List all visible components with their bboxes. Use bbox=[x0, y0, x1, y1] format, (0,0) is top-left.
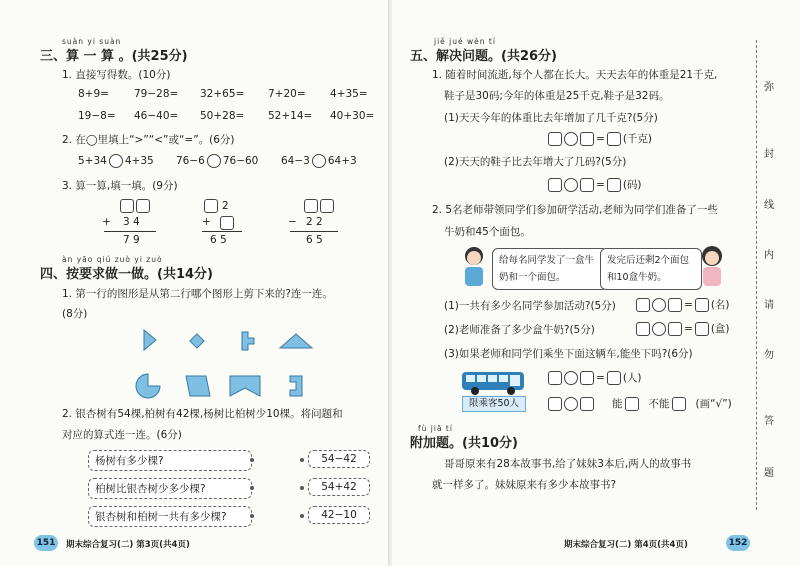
cut-pieces-row bbox=[130, 328, 330, 352]
q2-item-3 bbox=[281, 154, 357, 168]
q4-2-title-2: 对应的算式连一连。(6分) bbox=[62, 429, 182, 441]
q3-2-line bbox=[202, 231, 242, 232]
p2-eq2-box2[interactable] bbox=[668, 322, 682, 336]
p2-unit1: (名) bbox=[710, 299, 730, 311]
p1-eq1-answer[interactable] bbox=[607, 132, 621, 146]
p2-eq1: = (名) bbox=[636, 297, 730, 312]
notched-rect-piece[interactable] bbox=[242, 332, 254, 350]
triangle-piece[interactable] bbox=[144, 330, 156, 350]
p1-eq1-box1[interactable] bbox=[548, 132, 562, 146]
bus-capacity-label: 限乘客50人 bbox=[462, 396, 526, 412]
p2-eq2-answer[interactable] bbox=[695, 322, 709, 336]
formula-box-2[interactable]: 54+42 bbox=[308, 478, 370, 496]
q3-1-result: 7 9 bbox=[123, 234, 140, 246]
sec3-pinyin: suàn yi suàn bbox=[62, 37, 122, 46]
question-box-1[interactable]: 杨树有多少棵? bbox=[88, 450, 252, 471]
sec4-title: 四、按要求做一做。(共14分) bbox=[40, 267, 213, 282]
p1-eq1-box2[interactable] bbox=[580, 132, 594, 146]
q3-2-box-b[interactable] bbox=[220, 216, 234, 230]
extra-line2: 就一样多了。妹妹原来有多少本故事书? bbox=[432, 479, 617, 491]
question-dot-2[interactable] bbox=[250, 486, 254, 490]
page-number-right: 152 bbox=[726, 535, 750, 551]
q3-1-addend: 3 4 bbox=[123, 216, 140, 228]
p2-line1: 2. 5名老师带领同学们参加研学活动,老师为同学们准备了一些 bbox=[432, 204, 718, 216]
p2-cmp-op[interactable] bbox=[564, 397, 578, 411]
p2-eq3-op[interactable] bbox=[564, 371, 578, 385]
seal-char-1: 弥 bbox=[764, 82, 774, 93]
sec5-pinyin: jiě jué wèn tí bbox=[434, 37, 496, 46]
p1-eq2-box1[interactable] bbox=[548, 178, 562, 192]
can-label: 能 bbox=[612, 398, 623, 410]
q2-1-left: 5+34 bbox=[78, 155, 107, 167]
sec5-title: 五、解决问题。(共26分) bbox=[410, 49, 557, 64]
q2-3-left: 64−3 bbox=[281, 155, 310, 167]
q1-r2c2: 46−40= bbox=[134, 110, 179, 122]
q1-r2c3: 50+28= bbox=[200, 110, 245, 122]
p2-eq2-box1[interactable] bbox=[636, 322, 650, 336]
p1-eq2: = (码) bbox=[548, 177, 642, 192]
q2-item-1 bbox=[78, 154, 154, 168]
sec4-pinyin: àn yāo qiú zuò yi zuò bbox=[62, 255, 163, 264]
q2-3-right: 64+3 bbox=[327, 155, 357, 167]
seal-char-4: 内 bbox=[764, 250, 774, 261]
q1-r2c1: 19−8= bbox=[78, 110, 116, 122]
q3-1-op: + bbox=[102, 216, 111, 228]
parallelogram-shape[interactable] bbox=[186, 376, 210, 396]
q1-r1c2: 79−28= bbox=[134, 88, 179, 100]
q1-r1c3: 32+65= bbox=[200, 88, 245, 100]
p2-cmp-box2[interactable] bbox=[580, 397, 594, 411]
p1-line1: 1. 随着时间流逝,每个人都在长大。天天去年的体重是21千克, bbox=[432, 69, 718, 81]
extra-title: 附加题。(共10分) bbox=[410, 436, 518, 451]
q1-r2c5: 40+30= bbox=[330, 110, 375, 122]
q3-3-line bbox=[290, 231, 338, 232]
p2-sub2: (2)老师准备了多少盒牛奶?(5分) bbox=[444, 324, 595, 336]
q2-title: 2. 在◯里填上“>”“<”或“=”。(6分) bbox=[62, 134, 235, 146]
q3-2-box-a[interactable] bbox=[204, 199, 218, 213]
source-shapes-row bbox=[130, 372, 330, 400]
q1-title: 1. 直接写得数。(10分) bbox=[62, 69, 171, 81]
seal-char-2: 封 bbox=[764, 149, 774, 160]
sec3-title: 三、算 一 算 。(共25分) bbox=[40, 49, 188, 64]
q3-3-result: 6 5 bbox=[306, 234, 323, 246]
seal-char-5: 请 bbox=[764, 300, 774, 311]
q1-r1c4: 7+20= bbox=[268, 88, 306, 100]
formula-box-3[interactable]: 42−10 bbox=[308, 506, 370, 524]
q4-1-title: 1. 第一行的图形是从第二行哪个图形上剪下来的?连一连。 bbox=[62, 288, 333, 300]
formula-dot-3[interactable] bbox=[300, 514, 304, 518]
notched-square-shape[interactable] bbox=[230, 376, 260, 396]
p2-eq3: = (人) bbox=[548, 370, 642, 385]
q3-1-box-b[interactable] bbox=[136, 199, 150, 213]
teacher-illustration bbox=[456, 244, 492, 288]
p1-eq2-box2[interactable] bbox=[580, 178, 594, 192]
p1-eq1: = (千克) bbox=[548, 131, 652, 146]
p2-eq2: = (盒) bbox=[636, 321, 730, 336]
q3-3-box-a[interactable] bbox=[304, 199, 318, 213]
q3-2-top: 2 bbox=[222, 200, 229, 212]
small-triangle-piece[interactable] bbox=[190, 334, 204, 348]
p2-eq1-box2[interactable] bbox=[668, 298, 682, 312]
q2-2-right: 76−60 bbox=[222, 155, 259, 167]
extra-pinyin: fù jiā tí bbox=[418, 424, 453, 433]
sealing-line bbox=[756, 40, 757, 510]
p1-sub2: (2)天天的鞋子比去年增大了几码?(5分) bbox=[444, 156, 627, 168]
student-speech-bubble: 发完后还剩2个面包和10盒牛奶。 bbox=[600, 248, 702, 290]
p2-unit2: (盒) bbox=[710, 323, 730, 335]
cannot-label: 不能 bbox=[648, 398, 670, 410]
p1-eq2-answer[interactable] bbox=[607, 178, 621, 192]
p1-sub1: (1)天天今年的体重比去年增加了几千克?(5分) bbox=[444, 112, 658, 124]
page-number-left: 151 bbox=[34, 535, 58, 551]
extra-line1: 哥哥原来有28本故事书,给了妹妹3本后,两人的故事书 bbox=[444, 458, 692, 470]
can-checkbox[interactable] bbox=[625, 397, 639, 411]
compare-circle-2[interactable] bbox=[207, 154, 221, 168]
q3-1-line bbox=[104, 231, 156, 232]
p2-eq3-box2[interactable] bbox=[580, 371, 594, 385]
circle-with-cut-shape[interactable] bbox=[136, 374, 160, 398]
formula-dot-1[interactable] bbox=[300, 458, 304, 462]
p1-eq1-op[interactable] bbox=[564, 132, 578, 146]
question-dot-1[interactable] bbox=[250, 458, 254, 462]
q3-3-box-b[interactable] bbox=[320, 199, 334, 213]
p2-eq1-box1[interactable] bbox=[636, 298, 650, 312]
q2-2-left: 76−6 bbox=[176, 155, 205, 167]
p2-compare-row bbox=[548, 396, 732, 411]
q3-2-result: 6 5 bbox=[210, 234, 227, 246]
p2-sub1: (1)一共有多少名同学参加活动?(5分) bbox=[444, 300, 616, 312]
p2-cmp-box1[interactable] bbox=[548, 397, 562, 411]
question-box-2[interactable]: 柏树比银杏树少多少棵? bbox=[88, 478, 252, 499]
footer-right: 期末综合复习(二) 第4页(共4页) bbox=[564, 540, 688, 550]
q4-2-title: 2. 银杏树有54棵,柏树有42棵,杨树比柏树少10棵。将问题和 bbox=[62, 408, 343, 420]
p2-eq3-answer[interactable] bbox=[607, 371, 621, 385]
seal-char-6: 勿 bbox=[764, 350, 774, 361]
bracket-shape[interactable] bbox=[290, 376, 302, 396]
formula-box-1[interactable]: 54−42 bbox=[308, 450, 370, 468]
q3-title: 3. 算一算,填一填。(9分) bbox=[62, 180, 178, 192]
p1-line2: 鞋子是30码;今年的体重是25千克,鞋子是32码。 bbox=[444, 90, 670, 102]
seal-char-7: 答 bbox=[764, 416, 774, 427]
p2-line2: 牛奶和45个面包。 bbox=[444, 226, 531, 238]
p1-unit1: (千克) bbox=[622, 133, 653, 145]
compare-circle-1[interactable] bbox=[109, 154, 123, 168]
q3-3-subtrahend: 2 2 bbox=[306, 216, 323, 228]
p2-eq2-op[interactable] bbox=[652, 322, 666, 336]
question-box-3[interactable]: 银杏树和柏树一共有多少棵? bbox=[88, 506, 252, 527]
p2-sub3: (3)如果老师和同学们乘坐下面这辆车,能坐下吗?(6分) bbox=[444, 348, 693, 360]
q1-r1c5: 4+35= bbox=[330, 88, 368, 100]
q3-1-box-a[interactable] bbox=[120, 199, 134, 213]
p2-unit3: (人) bbox=[622, 372, 642, 384]
question-dot-3[interactable] bbox=[250, 514, 254, 518]
flat-triangle-piece[interactable] bbox=[280, 334, 312, 348]
q1-r1c1: 8+9= bbox=[78, 88, 109, 100]
student-illustration bbox=[694, 244, 730, 288]
p1-eq2-op[interactable] bbox=[564, 178, 578, 192]
p2-eq1-answer[interactable] bbox=[695, 298, 709, 312]
q4-1-score: (8分) bbox=[62, 308, 88, 320]
teacher-speech-bubble: 给每名同学发了一盒牛奶和一个面包。 bbox=[492, 248, 608, 290]
q3-2-op: + bbox=[202, 216, 211, 228]
q2-item-2 bbox=[176, 154, 258, 168]
cannot-checkbox[interactable] bbox=[672, 397, 686, 411]
p2-eq1-op[interactable] bbox=[652, 298, 666, 312]
q1-r2c4: 52+14= bbox=[268, 110, 313, 122]
seal-char-3: 线 bbox=[764, 200, 774, 211]
footer-left: 期末综合复习(二) 第3页(共4页) bbox=[66, 540, 190, 550]
q2-1-right: 4+35 bbox=[124, 155, 154, 167]
seal-char-8: 题 bbox=[764, 468, 774, 479]
formula-dot-2[interactable] bbox=[300, 486, 304, 490]
p2-eq3-box1[interactable] bbox=[548, 371, 562, 385]
compare-circle-3[interactable] bbox=[312, 154, 326, 168]
q3-3-op: − bbox=[288, 216, 297, 228]
tick-instruction: (画“√”) bbox=[695, 398, 732, 410]
p1-unit2: (码) bbox=[622, 179, 642, 191]
